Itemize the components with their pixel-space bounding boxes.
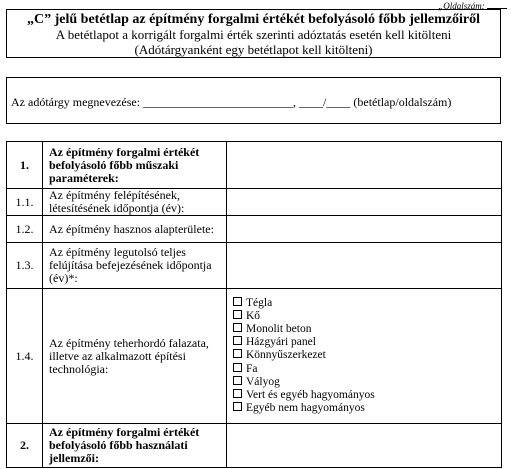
row-number: 2. (7, 424, 43, 468)
option-vert-es-egyeb[interactable] (233, 389, 495, 402)
title-box (6, 9, 501, 58)
option-label: Egyéb nem hagyományos (246, 402, 365, 415)
row-number: 1.4. (7, 289, 43, 424)
subject-name-field[interactable]: Az adótárgy megnevezése: _________________________, ____/____ (betétlap/oldalszám) (11, 95, 452, 109)
table-row (7, 216, 502, 243)
checkbox-icon[interactable] (233, 336, 242, 345)
checkbox-icon[interactable] (233, 310, 242, 319)
option-fa[interactable] (233, 363, 495, 376)
checkbox-icon[interactable] (233, 389, 242, 398)
table-row (7, 289, 502, 424)
technology-options (227, 289, 502, 424)
option-label: Fa (246, 362, 258, 375)
row-label: Az építmény hasznos alapterülete: (43, 216, 227, 243)
option-monolit-beton[interactable] (233, 323, 495, 336)
page-number-blank[interactable] (487, 0, 507, 9)
option-label: Kő (246, 309, 261, 322)
option-label: Vert és egyéb hagyományos (246, 389, 375, 401)
option-valyog[interactable] (233, 376, 495, 389)
row-label: Az építmény forgalmi értékét befolyásoló főbb műszaki paraméterek: (43, 142, 227, 189)
parameters-table (6, 141, 502, 468)
option-label: Könnyűszerkezet (246, 349, 326, 362)
row-number: 1.2. (7, 216, 43, 243)
option-label: Tégla (246, 296, 273, 309)
checkbox-icon[interactable] (233, 349, 242, 358)
option-label: Házgyári panel (246, 336, 316, 349)
row-number: 1.1. (7, 189, 43, 216)
checkbox-icon[interactable] (233, 323, 242, 332)
option-label: Monolit beton (246, 322, 312, 335)
row-number: 1. (7, 142, 43, 189)
row-label: Az építmény forgalmi értékét befolyásoló főbb használati jellemzői: (43, 424, 227, 468)
form-subtitle-2: (Adótárgyanként egy betétlapot kell kitölteni) (134, 42, 373, 57)
checkbox-icon[interactable] (233, 402, 242, 411)
option-konnyuszerkezet[interactable] (233, 349, 495, 362)
table-row (7, 142, 502, 189)
form-title: „C” jelű betétlap az építmény forgalmi értékét befolyásoló főbb jellemzőiről (27, 12, 480, 27)
table-row (7, 424, 502, 468)
value-cell[interactable] (227, 243, 502, 289)
checkbox-icon[interactable] (233, 376, 242, 385)
form-subtitle-1: A betétlapot a korrigált forgalmi érték szerinti adóztatás esetén kell kitölteni (55, 27, 452, 42)
row-label: Az építmény teherhordó falazata, illetve az alkalmazott építési technológia: (43, 289, 227, 424)
value-cell[interactable] (227, 216, 502, 243)
checkbox-icon[interactable] (233, 363, 242, 372)
value-cell[interactable] (227, 142, 502, 189)
option-ko[interactable] (233, 310, 495, 323)
option-label: Vályog (246, 375, 280, 388)
table-row (7, 189, 502, 216)
option-egyeb-nem-hagyomanyos[interactable] (233, 402, 495, 415)
page-number-label: „Oldalszám: (438, 1, 485, 11)
row-label: Az építmény legutolsó teljes felújítása befejezésének időpontja (év)*: (43, 243, 227, 289)
option-hazgyari-panel[interactable] (233, 336, 495, 349)
row-number: 1.3. (7, 243, 43, 289)
value-cell[interactable] (227, 189, 502, 216)
row-label: Az építmény felépítésének, létesítésének időpontja (év): (43, 189, 227, 216)
table-row (7, 243, 502, 289)
checkbox-icon[interactable] (233, 297, 242, 306)
option-tegla[interactable] (233, 297, 495, 310)
value-cell[interactable] (227, 424, 502, 468)
subject-name-box (6, 77, 501, 124)
